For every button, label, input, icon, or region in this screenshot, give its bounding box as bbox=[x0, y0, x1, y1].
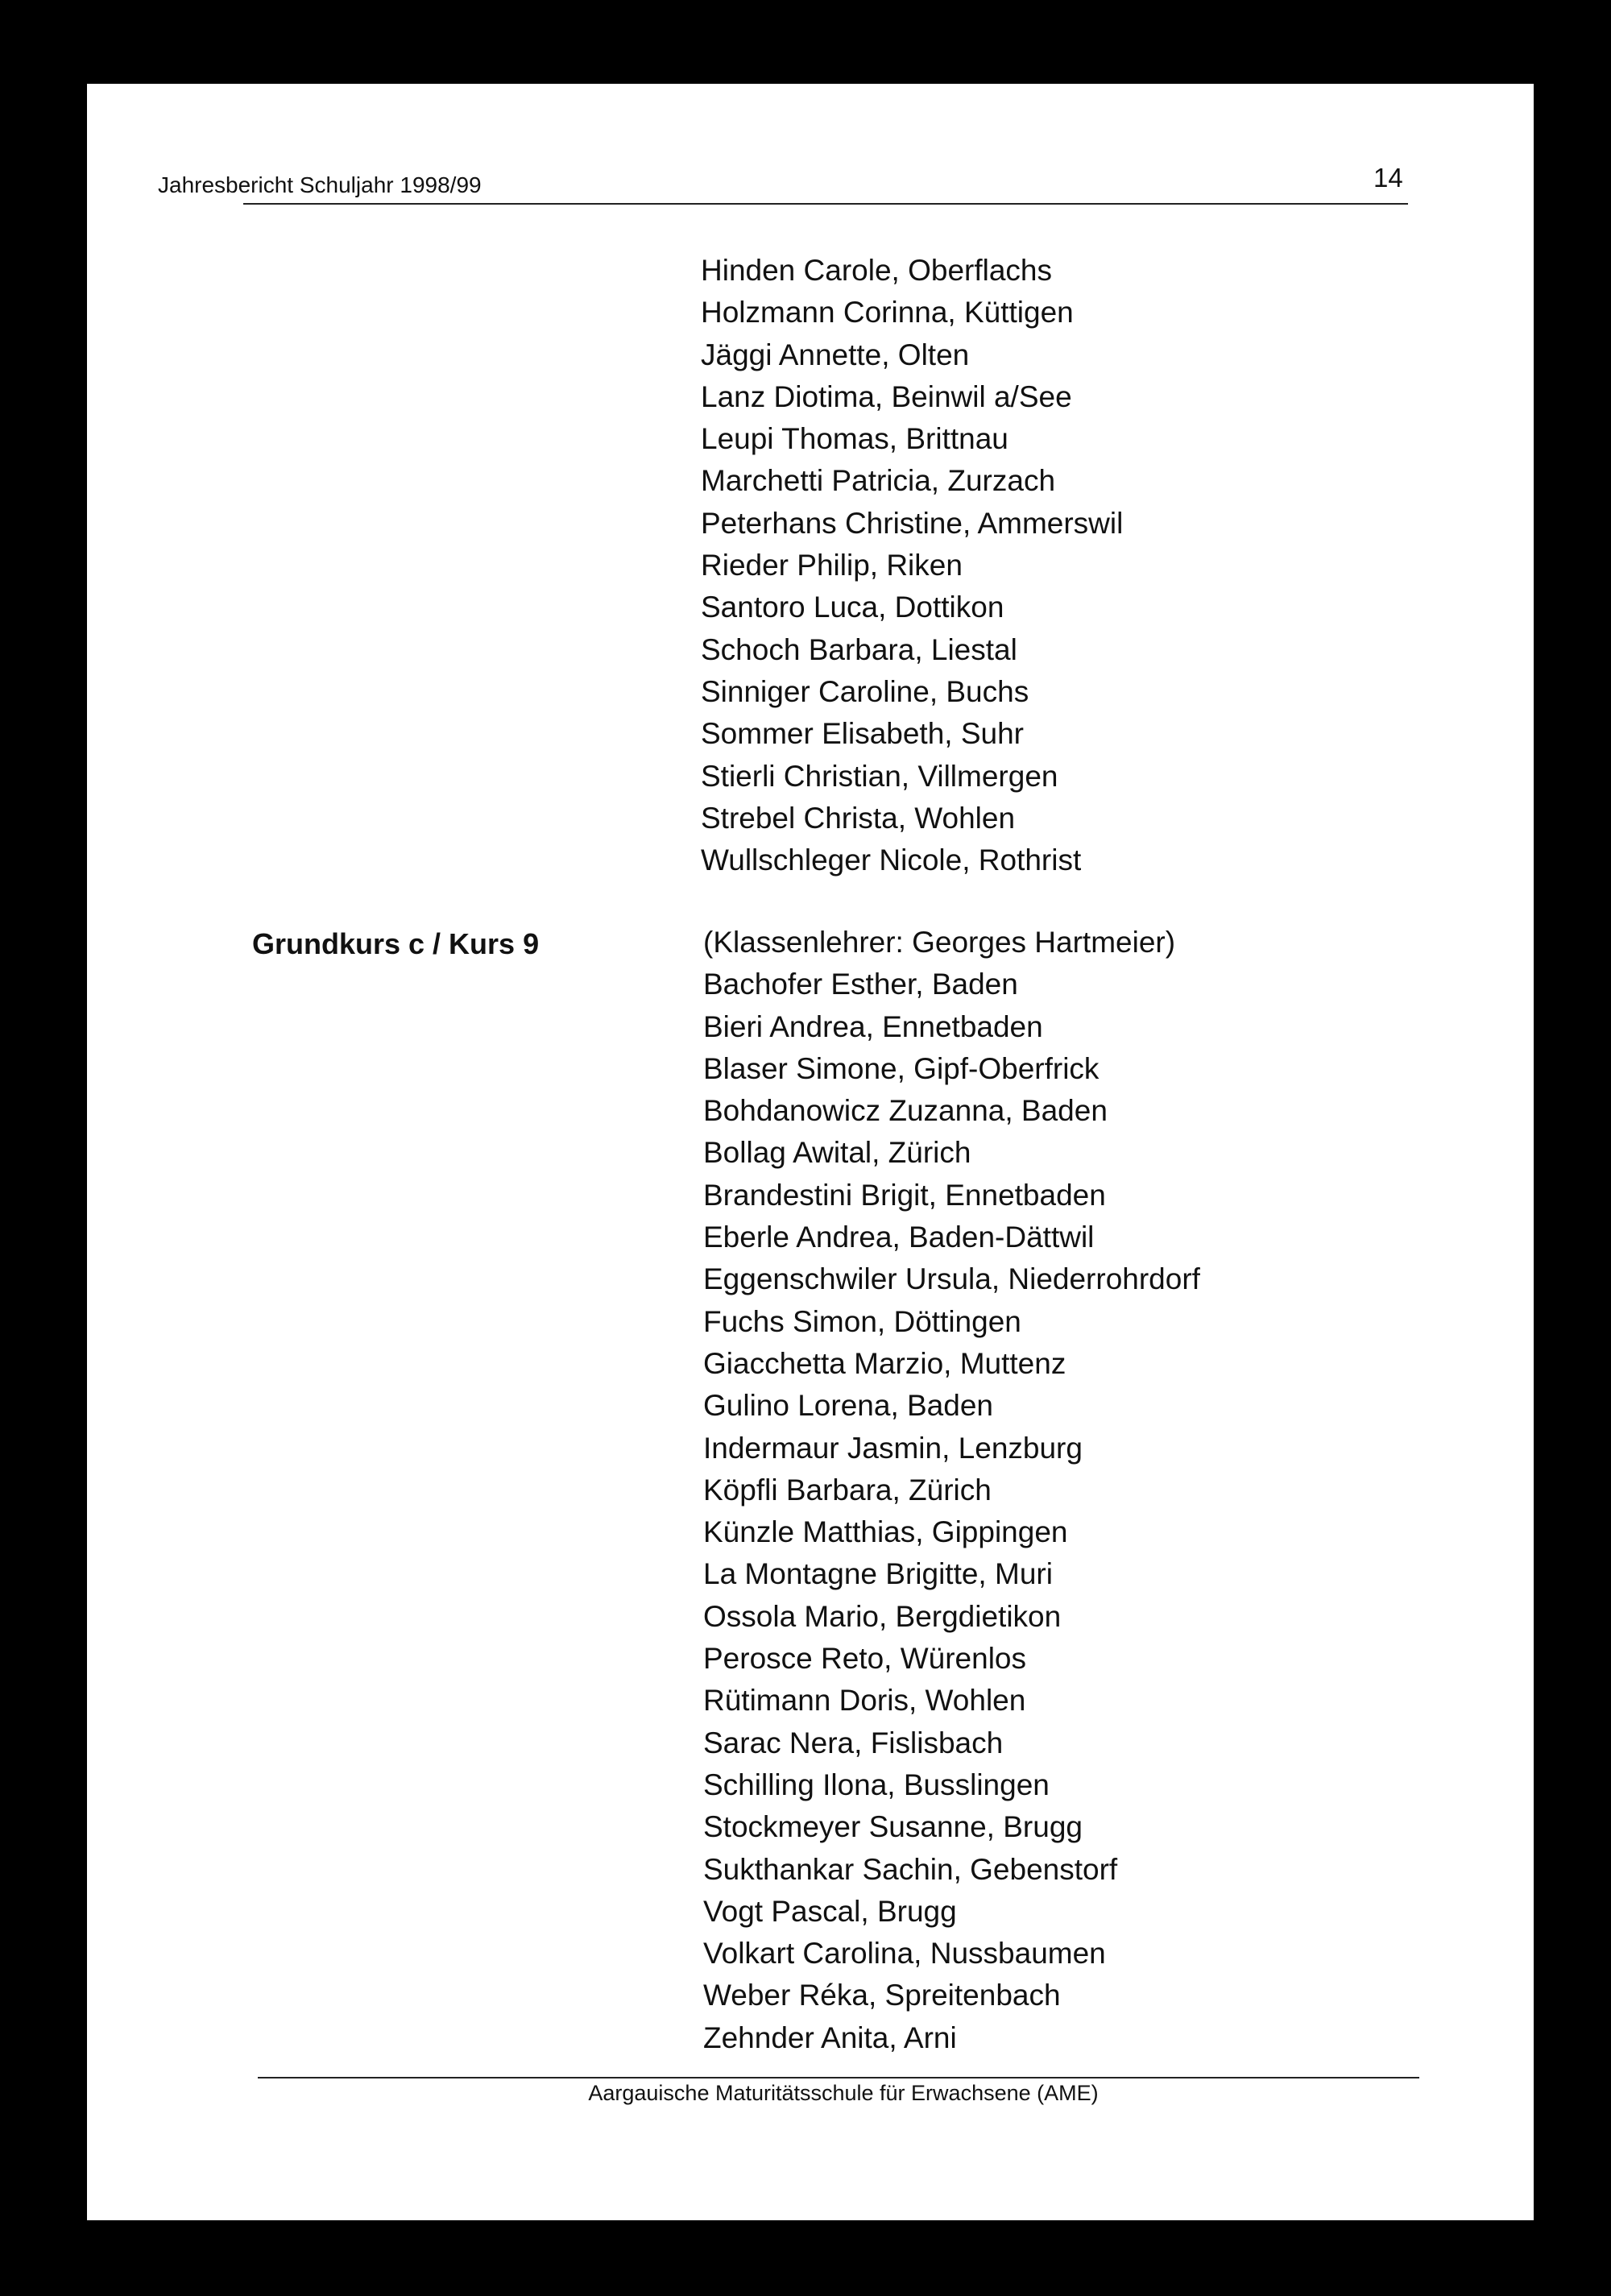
student-entry: Santoro Luca, Dottikon bbox=[701, 591, 1004, 624]
student-entry: Strebel Christa, Wohlen bbox=[701, 801, 1016, 835]
student-entry: Bohdanowicz Zuzanna, Baden bbox=[703, 1094, 1108, 1128]
report-title: Jahresbericht Schuljahr 1998/99 bbox=[158, 172, 482, 197]
student-entry: Marchetti Patricia, Zurzach bbox=[701, 464, 1056, 498]
student-entry: Sukthankar Sachin, Gebenstorf bbox=[703, 1852, 1118, 1886]
course-student-list bbox=[703, 922, 1200, 2059]
student-entry: Köpfli Barbara, Zürich bbox=[703, 1473, 992, 1506]
student-entry: Brandestini Brigit, Ennetbaden bbox=[703, 1178, 1106, 1212]
student-entry: Holzmann Corinna, Küttigen bbox=[701, 296, 1074, 329]
student-entry: Hinden Carole, Oberflachs bbox=[701, 254, 1052, 287]
page-number: 14 bbox=[1373, 163, 1403, 193]
student-entry: Indermaur Jasmin, Lenzburg bbox=[703, 1431, 1083, 1465]
student-entry: Bachofer Esther, Baden bbox=[703, 968, 1018, 1001]
student-entry: Stockmeyer Susanne, Brugg bbox=[703, 1810, 1083, 1844]
student-entry: Leupi Thomas, Brittnau bbox=[701, 422, 1008, 456]
student-entry: Schoch Barbara, Liestal bbox=[701, 632, 1017, 666]
student-entry: Bieri Andrea, Ennetbaden bbox=[703, 1009, 1043, 1043]
student-entry: Rieder Philip, Riken bbox=[701, 549, 963, 582]
student-entry: Künzle Matthias, Gippingen bbox=[703, 1515, 1068, 1549]
student-entry: Vogt Pascal, Brugg bbox=[703, 1894, 957, 1928]
student-entry: Sinniger Caroline, Buchs bbox=[701, 674, 1029, 708]
footer-institution: Aargauische Maturitätsschule für Erwachsene (AME) bbox=[588, 2081, 1099, 2105]
student-entry: Peterhans Christine, Ammerswil bbox=[701, 506, 1124, 540]
student-entry: Weber Réka, Spreitenbach bbox=[703, 1979, 1061, 2012]
teacher-line: (Klassenlehrer: Georges Hartmeier) bbox=[703, 926, 1176, 959]
student-entry: Lanz Diotima, Beinwil a/See bbox=[701, 379, 1072, 413]
student-entry: Wullschleger Nicole, Rothrist bbox=[701, 843, 1082, 877]
student-entry: Gulino Lorena, Baden bbox=[703, 1389, 993, 1423]
student-entry: Sarac Nera, Fislisbach bbox=[703, 1726, 1004, 1759]
student-entry: Schilling Ilona, Busslingen bbox=[703, 1768, 1050, 1801]
header-rule bbox=[243, 203, 1408, 205]
student-entry: Bollag Awital, Zürich bbox=[703, 1136, 971, 1170]
student-entry: Giacchetta Marzio, Muttenz bbox=[703, 1346, 1066, 1380]
continued-student-list bbox=[701, 250, 1123, 881]
student-entry: Blaser Simone, Gipf-Oberfrick bbox=[703, 1051, 1100, 1085]
student-entry: Volkart Carolina, Nussbaumen bbox=[703, 1937, 1106, 1971]
section-heading: Grundkurs c / Kurs 9 bbox=[252, 927, 540, 960]
student-entry: Sommer Elisabeth, Suhr bbox=[701, 717, 1025, 751]
student-entry: Ossola Mario, Bergdietikon bbox=[703, 1599, 1062, 1633]
student-entry: Zehnder Anita, Arni bbox=[703, 2020, 957, 2054]
student-entry: Eggenschwiler Ursula, Niederrohrdorf bbox=[703, 1262, 1200, 1296]
student-entry: Perosce Reto, Würenlos bbox=[703, 1642, 1027, 1676]
student-entry: Fuchs Simon, Döttingen bbox=[703, 1304, 1021, 1338]
student-entry: Jäggi Annette, Olten bbox=[701, 338, 970, 371]
student-entry: Rütimann Doris, Wohlen bbox=[703, 1684, 1026, 1718]
student-entry: La Montagne Brigitte, Muri bbox=[703, 1557, 1053, 1591]
student-entry: Eberle Andrea, Baden-Dättwil bbox=[703, 1221, 1095, 1254]
student-entry: Stierli Christian, Villmergen bbox=[701, 759, 1058, 793]
footer-rule bbox=[258, 2077, 1419, 2078]
